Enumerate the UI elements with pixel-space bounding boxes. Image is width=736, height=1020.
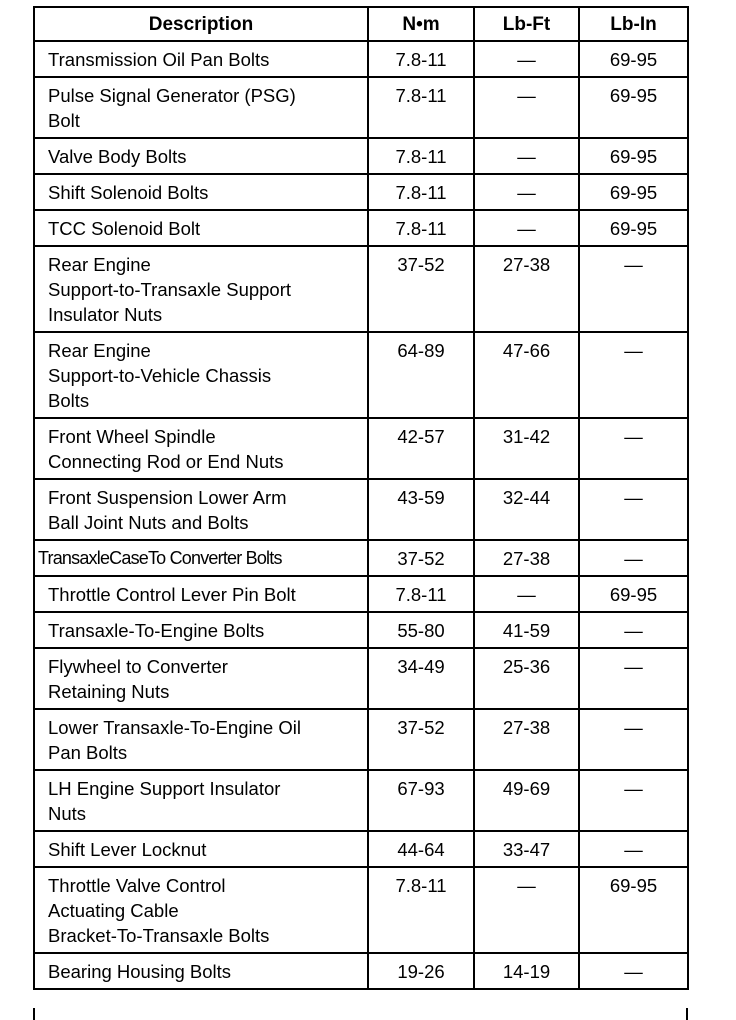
row-lbin: — bbox=[579, 770, 688, 831]
row-nm: 37-52 bbox=[368, 540, 474, 576]
row-nm: 64-89 bbox=[368, 332, 474, 418]
table-continuation-right bbox=[686, 1008, 688, 1020]
row-description-text: TCC Solenoid Bolt bbox=[48, 218, 201, 239]
row-lbin: — bbox=[579, 709, 688, 770]
row-description bbox=[34, 246, 368, 332]
row-lbft: — bbox=[474, 576, 579, 612]
row-description-text: Pulse Signal Generator (PSG) Bolt bbox=[48, 85, 296, 131]
header-row bbox=[34, 7, 688, 41]
row-nm: 7.8-11 bbox=[368, 210, 474, 246]
row-nm: 7.8-11 bbox=[368, 576, 474, 612]
row-lbin: — bbox=[579, 953, 688, 989]
row-description bbox=[34, 138, 368, 174]
row-lbft: 14-19 bbox=[474, 953, 579, 989]
header-lbft: Lb-Ft bbox=[474, 7, 579, 41]
row-description-text: Front Wheel Spindle Connecting Rod or End Nuts bbox=[48, 426, 284, 472]
table-row bbox=[34, 867, 688, 953]
row-description-text: Throttle Valve Control Actuating Cable Bracket-To-Transaxle Bolts bbox=[48, 875, 270, 946]
row-description bbox=[34, 831, 368, 867]
row-lbin: 69-95 bbox=[579, 174, 688, 210]
row-nm: 43-59 bbox=[368, 479, 474, 540]
header-description: Description bbox=[34, 7, 368, 41]
row-lbft: — bbox=[474, 210, 579, 246]
row-nm: 44-64 bbox=[368, 831, 474, 867]
table-row bbox=[34, 612, 688, 648]
row-description bbox=[34, 540, 368, 576]
row-nm: 7.8-11 bbox=[368, 41, 474, 77]
table-row bbox=[34, 246, 688, 332]
row-description-text: Shift Lever Locknut bbox=[48, 839, 207, 860]
row-lbin: — bbox=[579, 612, 688, 648]
row-nm: 67-93 bbox=[368, 770, 474, 831]
row-description-text: Lower Transaxle-To-Engine Oil Pan Bolts bbox=[48, 717, 301, 763]
table-row bbox=[34, 41, 688, 77]
table-row bbox=[34, 210, 688, 246]
table-row bbox=[34, 479, 688, 540]
row-description bbox=[34, 612, 368, 648]
row-lbin: — bbox=[579, 831, 688, 867]
table-row bbox=[34, 576, 688, 612]
row-description-text: Transaxle-To-Engine Bolts bbox=[48, 620, 265, 641]
row-description bbox=[34, 709, 368, 770]
table-row bbox=[34, 709, 688, 770]
row-nm: 7.8-11 bbox=[368, 77, 474, 138]
row-lbin: — bbox=[579, 479, 688, 540]
row-lbin: 69-95 bbox=[579, 576, 688, 612]
table-row bbox=[34, 77, 688, 138]
row-nm: 19-26 bbox=[368, 953, 474, 989]
row-lbin: 69-95 bbox=[579, 77, 688, 138]
row-description-text: Flywheel to Converter Retaining Nuts bbox=[48, 656, 228, 702]
row-lbft: — bbox=[474, 41, 579, 77]
row-description-text: Bearing Housing Bolts bbox=[48, 961, 232, 982]
row-description bbox=[34, 41, 368, 77]
row-lbft: — bbox=[474, 174, 579, 210]
row-lbin: — bbox=[579, 540, 688, 576]
row-lbft: — bbox=[474, 867, 579, 953]
table-row bbox=[34, 332, 688, 418]
table-row bbox=[34, 831, 688, 867]
row-lbft: 31-42 bbox=[474, 418, 579, 479]
row-lbft: — bbox=[474, 138, 579, 174]
row-nm: 7.8-11 bbox=[368, 867, 474, 953]
row-description-text: Shift Solenoid Bolts bbox=[48, 182, 209, 203]
row-description bbox=[34, 174, 368, 210]
row-description bbox=[34, 867, 368, 953]
row-lbin: — bbox=[579, 648, 688, 709]
row-lbft: 49-69 bbox=[474, 770, 579, 831]
row-description bbox=[34, 418, 368, 479]
header-nm: N•m bbox=[368, 7, 474, 41]
row-lbin: 69-95 bbox=[579, 138, 688, 174]
row-nm: 37-52 bbox=[368, 246, 474, 332]
row-description bbox=[34, 210, 368, 246]
row-description bbox=[34, 953, 368, 989]
row-description-text: Throttle Control Lever Pin Bolt bbox=[48, 584, 296, 605]
row-description-text: Valve Body Bolts bbox=[48, 146, 187, 167]
table-row bbox=[34, 953, 688, 989]
row-lbin: — bbox=[579, 418, 688, 479]
table-continuation-left bbox=[33, 1008, 35, 1020]
row-lbft: 27-38 bbox=[474, 709, 579, 770]
row-lbft: 25-36 bbox=[474, 648, 579, 709]
table-row bbox=[34, 138, 688, 174]
table-row bbox=[34, 540, 688, 576]
row-description-text: Rear Engine Support-to-Vehicle Chassis Bolts bbox=[48, 340, 272, 411]
row-lbft: 47-66 bbox=[474, 332, 579, 418]
row-lbft: 33-47 bbox=[474, 831, 579, 867]
row-lbin: 69-95 bbox=[579, 210, 688, 246]
row-description-text: LH Engine Support Insulator Nuts bbox=[48, 778, 281, 824]
table-row bbox=[34, 648, 688, 709]
table-row bbox=[34, 418, 688, 479]
row-nm: 7.8-11 bbox=[368, 138, 474, 174]
row-nm: 37-52 bbox=[368, 709, 474, 770]
row-lbin: — bbox=[579, 332, 688, 418]
row-lbft: 27-38 bbox=[474, 540, 579, 576]
row-nm: 55-80 bbox=[368, 612, 474, 648]
header-lbin: Lb-In bbox=[579, 7, 688, 41]
table-row bbox=[34, 174, 688, 210]
row-description bbox=[34, 332, 368, 418]
row-lbin: 69-95 bbox=[579, 41, 688, 77]
row-lbft: — bbox=[474, 77, 579, 138]
row-description-text: Transmission Oil Pan Bolts bbox=[48, 49, 270, 70]
row-lbft: 32-44 bbox=[474, 479, 579, 540]
row-lbin: 69-95 bbox=[579, 867, 688, 953]
row-nm: 34-49 bbox=[368, 648, 474, 709]
row-nm: 7.8-11 bbox=[368, 174, 474, 210]
row-description bbox=[34, 576, 368, 612]
row-lbft: 27-38 bbox=[474, 246, 579, 332]
row-description bbox=[34, 770, 368, 831]
table-row bbox=[34, 770, 688, 831]
torque-spec-table bbox=[33, 6, 689, 990]
row-description-text: Front Suspension Lower Arm Ball Joint Nuts and Bolts bbox=[48, 487, 287, 533]
row-nm: 42-57 bbox=[368, 418, 474, 479]
row-description bbox=[34, 648, 368, 709]
row-lbin: — bbox=[579, 246, 688, 332]
row-description-text: Rear Engine Support-to-Transaxle Support Insulator Nuts bbox=[48, 254, 292, 325]
row-description-text: TransaxleCaseTo Converter Bolts bbox=[38, 548, 282, 568]
row-description bbox=[34, 77, 368, 138]
row-lbft: 41-59 bbox=[474, 612, 579, 648]
row-description bbox=[34, 479, 368, 540]
